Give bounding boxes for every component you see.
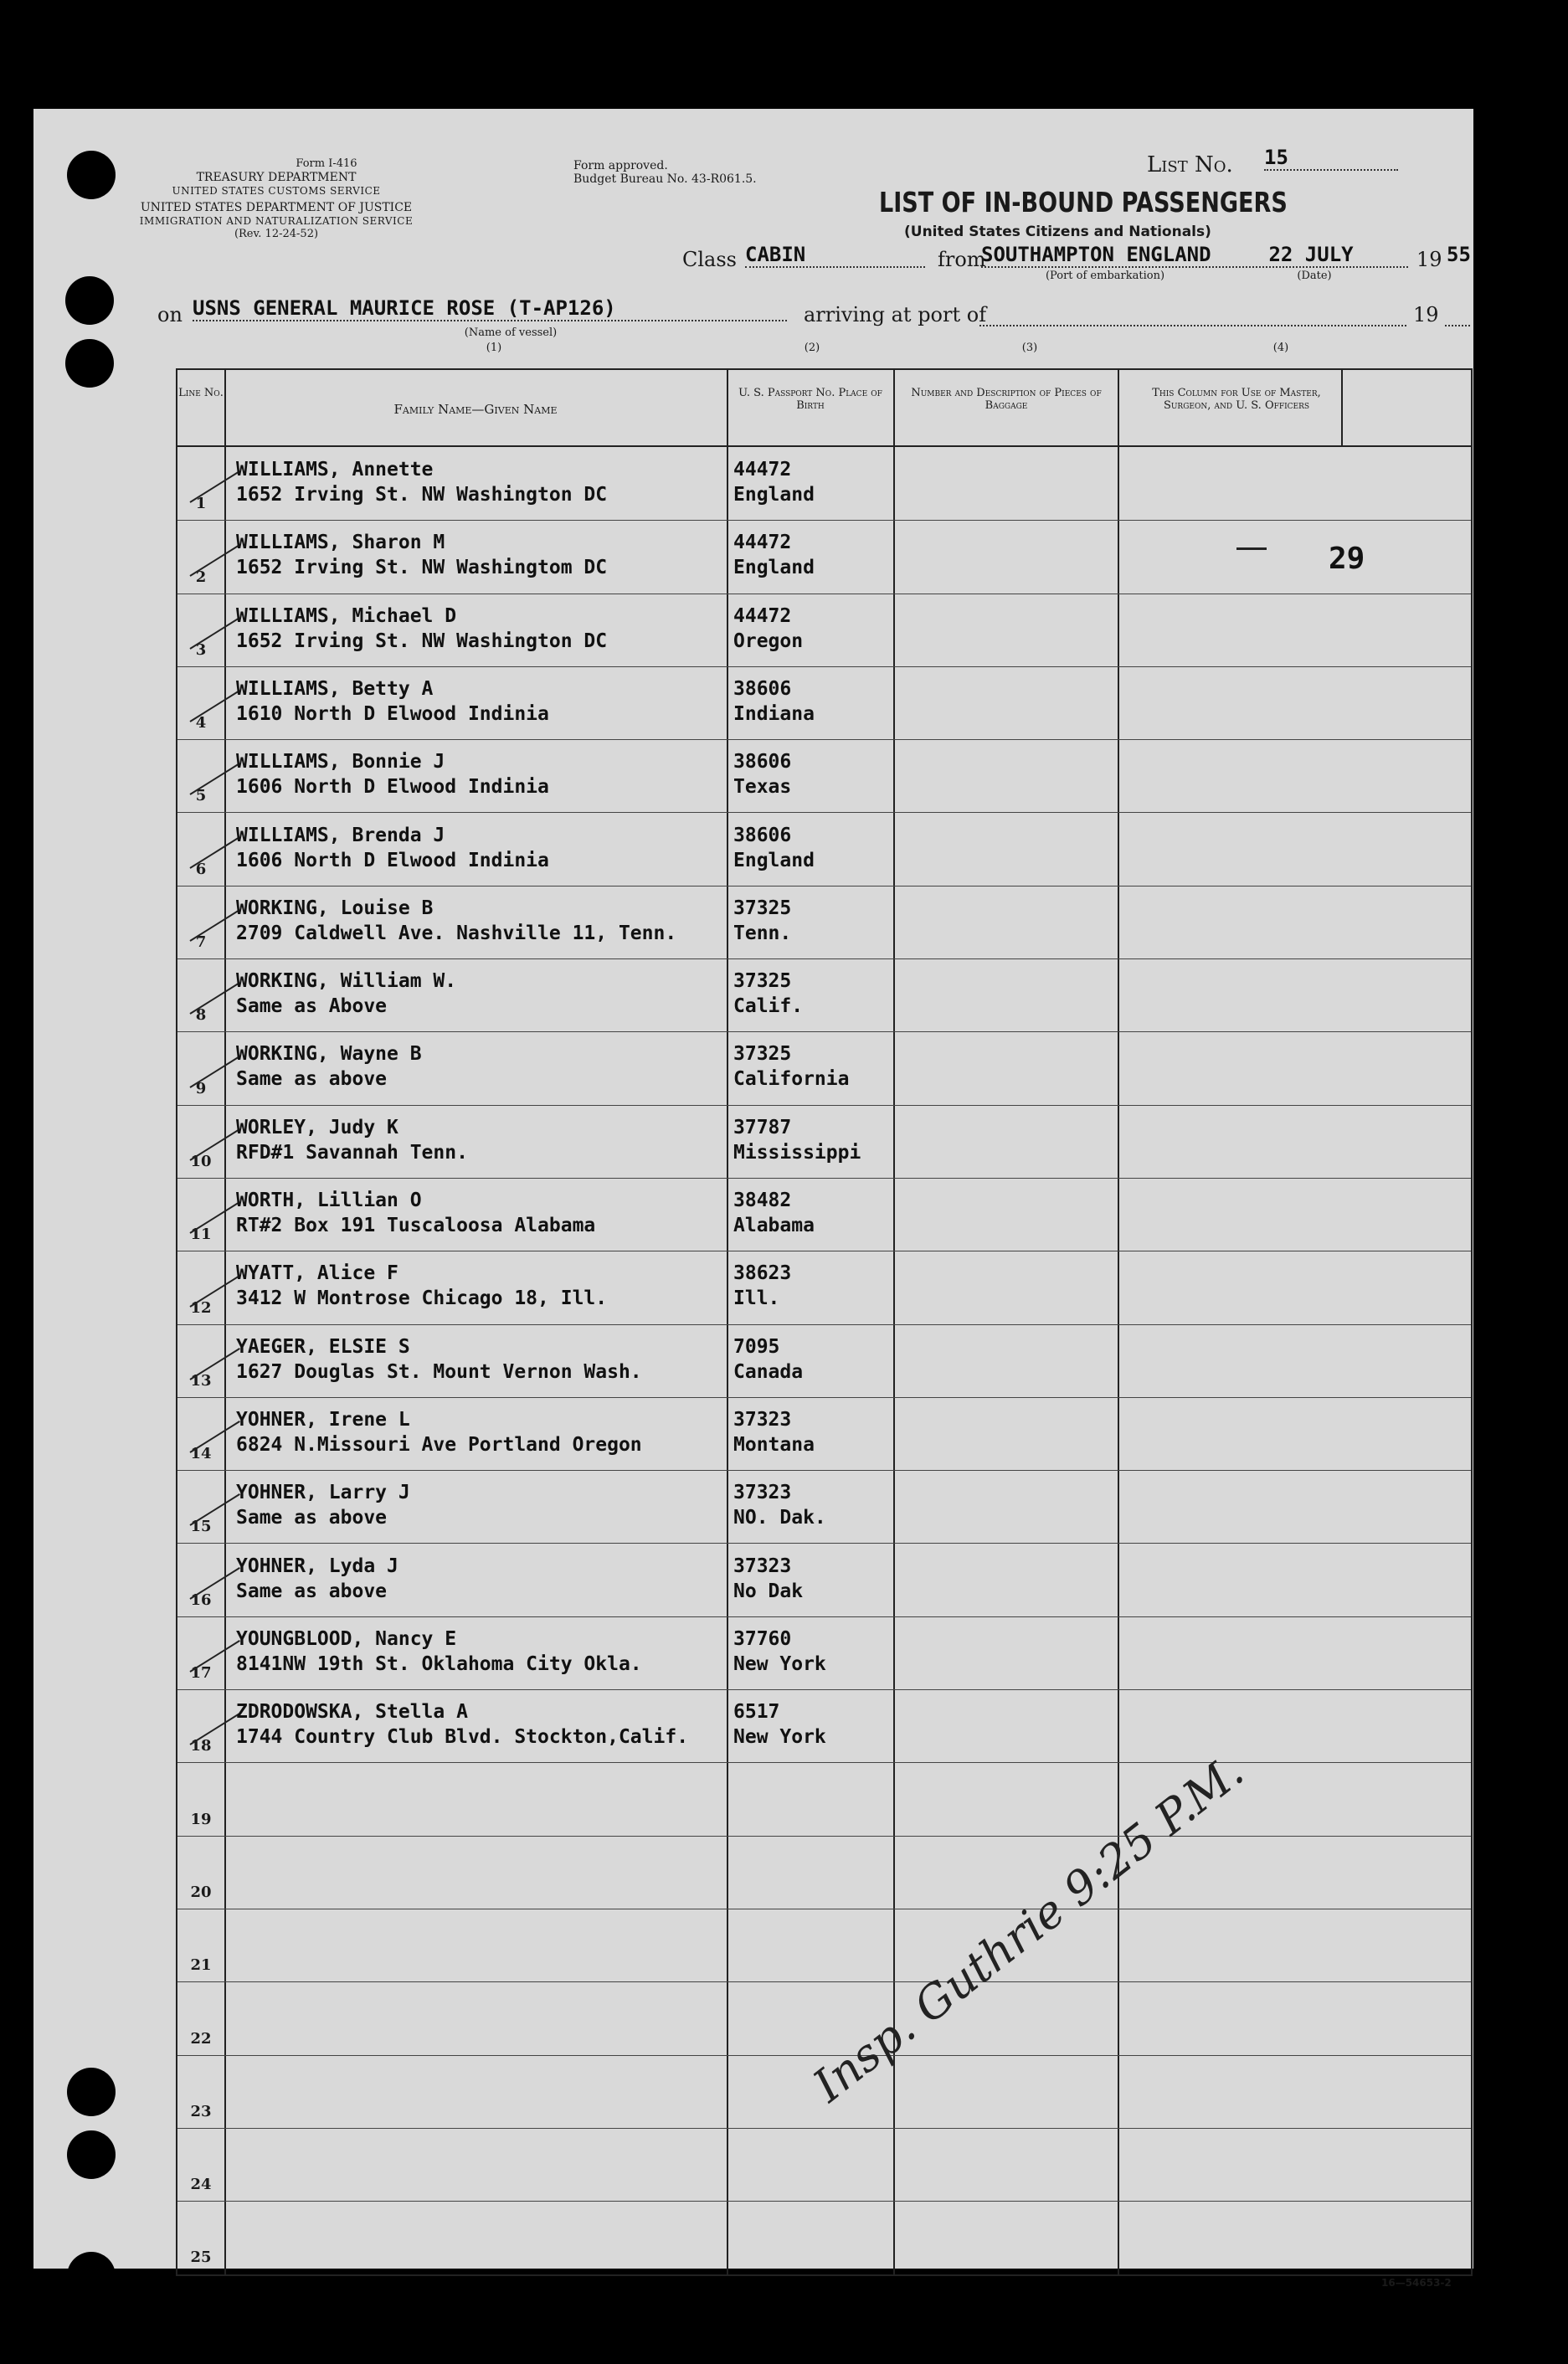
passenger-address: 3412 W Montrose Chicago 18, Ill. bbox=[236, 1287, 608, 1310]
table-row bbox=[177, 447, 1471, 520]
col-head-passport: U. S. Passport No. Place of Birth bbox=[738, 387, 882, 412]
row-line-number: 15 bbox=[190, 1518, 212, 1536]
passport-number: 37325 bbox=[733, 970, 792, 993]
col-index-4: (4) bbox=[1272, 342, 1289, 354]
passenger-name: YOUNGBLOOD, Nancy E bbox=[236, 1627, 457, 1650]
passenger-name: WILLIAMS, Michael D bbox=[236, 604, 457, 627]
row-line-number: 16 bbox=[190, 1591, 212, 1609]
passenger-name: YOHNER, Irene L bbox=[236, 1408, 410, 1431]
passenger-name: WILLIAMS, Sharon M bbox=[236, 532, 445, 554]
place-of-birth: England bbox=[733, 557, 815, 579]
table-row bbox=[177, 1105, 1471, 1178]
col-index-3: (3) bbox=[1021, 342, 1038, 354]
arrival-port-field bbox=[979, 303, 1406, 326]
binder-hole bbox=[67, 2252, 116, 2300]
row-line-number: 12 bbox=[190, 1298, 212, 1317]
customs-service: UNITED STATES CUSTOMS SERVICE bbox=[172, 185, 381, 197]
place-of-birth: Ill. bbox=[733, 1287, 780, 1310]
passenger-table bbox=[176, 368, 1473, 2276]
approved-text: Form approved. bbox=[573, 159, 668, 172]
table-row bbox=[177, 666, 1471, 739]
passport-number: 37323 bbox=[733, 1555, 792, 1577]
passenger-address: RT#2 Box 191 Tuscaloosa Alabama bbox=[236, 1215, 596, 1236]
col-head-baggage: Number and Description of Pieces of Baggage bbox=[911, 387, 1102, 412]
passport-number: 37323 bbox=[733, 1408, 792, 1431]
passport-number: 44472 bbox=[733, 604, 792, 627]
col-head-name: Family Name—Given Name bbox=[393, 402, 558, 417]
passenger-name: WORKING, Louise B bbox=[236, 897, 434, 919]
from-label: from bbox=[938, 248, 986, 271]
passport-number: 37325 bbox=[733, 897, 792, 919]
year-prefix: 19 bbox=[1416, 248, 1442, 271]
row-line-number: 2 bbox=[195, 568, 207, 586]
table-row bbox=[177, 2201, 1471, 2274]
place-of-birth: Alabama bbox=[733, 1215, 815, 1236]
table-row bbox=[177, 813, 1471, 886]
form-header-left bbox=[126, 157, 427, 241]
passport-number: 6517 bbox=[733, 1701, 780, 1724]
row-line-number: 8 bbox=[195, 1006, 207, 1025]
passport-number: 44472 bbox=[733, 532, 792, 554]
place-of-birth: Calif. bbox=[733, 995, 804, 1018]
place-of-birth: England bbox=[733, 484, 815, 506]
passport-number: 37325 bbox=[733, 1043, 792, 1066]
row-line-number: 6 bbox=[195, 860, 207, 878]
inspector-signature: Insp. Guthrie 9:25 P.M. bbox=[803, 1744, 1254, 2113]
table-row bbox=[177, 1981, 1471, 2054]
place-of-birth: England bbox=[733, 849, 815, 871]
date-caption: (Date) bbox=[1297, 270, 1332, 282]
passport-number: 38606 bbox=[733, 824, 792, 846]
place-of-birth: Indiana bbox=[733, 702, 815, 725]
place-of-birth: Oregon bbox=[733, 630, 804, 652]
passenger-address: Same as above bbox=[236, 1580, 388, 1602]
passenger-name: WILLIAMS, Bonnie J bbox=[236, 751, 445, 773]
passenger-address: 1652 Irving St. NW Washingtom DC bbox=[236, 557, 608, 579]
col-index-1: (1) bbox=[486, 342, 502, 354]
class-label: Class bbox=[682, 248, 737, 271]
passenger-name: WILLIAMS, Betty A bbox=[236, 677, 434, 700]
form-number: Form I-416 bbox=[296, 157, 357, 170]
table-row bbox=[177, 958, 1471, 1031]
row-line-number: 19 bbox=[190, 1810, 212, 1828]
place-of-birth: No Dak bbox=[733, 1580, 804, 1602]
list-number-value: 15 bbox=[1264, 146, 1398, 171]
row-line-number: 10 bbox=[190, 1152, 212, 1170]
passenger-name: YAEGER, ELSIE S bbox=[236, 1335, 410, 1358]
passenger-address: 1606 North D Elwood Indinia bbox=[236, 849, 549, 871]
passenger-address: 1610 North D Elwood Indinia bbox=[236, 702, 549, 725]
passenger-name: ZDRODOWSKA, Stella A bbox=[236, 1701, 468, 1724]
budget-text: Budget Bureau No. 43-R061.5. bbox=[573, 172, 757, 186]
date-value: 22 JULY bbox=[1268, 243, 1354, 266]
table-row bbox=[177, 1397, 1471, 1470]
row-line-number: 25 bbox=[190, 2248, 212, 2267]
row-line-number: 14 bbox=[190, 1445, 212, 1463]
row-line-number: 23 bbox=[190, 2102, 212, 2120]
passport-number: 7095 bbox=[733, 1335, 780, 1358]
arrival-year-field bbox=[1445, 303, 1470, 326]
table-row bbox=[177, 1324, 1471, 1397]
place-of-birth: California bbox=[733, 1068, 850, 1091]
passenger-address: 6824 N.Missouri Ave Portland Oregon bbox=[236, 1433, 642, 1456]
row-line-number: 13 bbox=[190, 1371, 212, 1390]
row-line-number: 7 bbox=[195, 933, 207, 952]
passenger-name: WORKING, Wayne B bbox=[236, 1043, 422, 1066]
treasury-dept: TREASURY DEPARTMENT bbox=[196, 171, 357, 184]
passenger-address: 1652 Irving St. NW Washington DC bbox=[236, 630, 608, 652]
binder-hole bbox=[67, 2068, 116, 2116]
passenger-address: RFD#1 Savannah Tenn. bbox=[236, 1141, 468, 1164]
table-row bbox=[177, 1689, 1471, 1762]
binder-hole bbox=[65, 339, 114, 388]
passport-number: 44472 bbox=[733, 459, 792, 481]
passport-number: 38623 bbox=[733, 1262, 792, 1285]
table-row bbox=[177, 594, 1471, 666]
place-of-birth: Montana bbox=[733, 1433, 815, 1456]
table-row bbox=[177, 1470, 1471, 1543]
passport-number: 37323 bbox=[733, 1482, 792, 1504]
passenger-address: Same as above bbox=[236, 1068, 388, 1091]
table-row bbox=[177, 886, 1471, 958]
place-of-birth: Canada bbox=[733, 1360, 804, 1383]
table-row bbox=[177, 1251, 1471, 1323]
revision: (Rev. 12-24-52) bbox=[234, 228, 319, 240]
vessel-name: USNS GENERAL MAURICE ROSE (T-AP126) bbox=[193, 296, 787, 321]
passenger-address: 1744 Country Club Blvd. Stockton,Calif. bbox=[236, 1726, 689, 1749]
row-line-number: 21 bbox=[190, 1956, 212, 1975]
passenger-address: 1627 Douglas St. Mount Vernon Wash. bbox=[236, 1360, 642, 1383]
vessel-caption: (Name of vessel) bbox=[464, 326, 558, 339]
year-value: 55 bbox=[1447, 243, 1471, 266]
passenger-address: 8141NW 19th St. Oklahoma City Okla. bbox=[236, 1652, 642, 1675]
binder-hole bbox=[67, 151, 116, 199]
passport-number: 38482 bbox=[733, 1190, 792, 1211]
class-value: CABIN bbox=[745, 243, 925, 268]
passenger-address: 2709 Caldwell Ave. Nashville 11, Tenn. bbox=[236, 922, 677, 944]
passenger-address: 1606 North D Elwood Indinia bbox=[236, 776, 549, 799]
row-line-number: 3 bbox=[195, 640, 207, 659]
binder-hole bbox=[67, 2130, 116, 2179]
col-head-line: Line No. bbox=[178, 387, 224, 399]
place-of-birth: Mississippi bbox=[733, 1141, 861, 1164]
port-embarkation-value bbox=[981, 243, 1408, 268]
table-row bbox=[177, 739, 1471, 812]
row-line-number: 17 bbox=[190, 1664, 212, 1683]
passenger-name: YOHNER, Lyda J bbox=[236, 1555, 398, 1577]
row-line-number: 18 bbox=[190, 1737, 212, 1755]
year-prefix-2: 19 bbox=[1413, 303, 1439, 326]
passenger-address: 1652 Irving St. NW Washington DC bbox=[236, 484, 608, 506]
row-line-number: 5 bbox=[195, 787, 207, 805]
passenger-name: WORLEY, Judy K bbox=[236, 1116, 398, 1138]
table-row bbox=[177, 1616, 1471, 1689]
place-of-birth: New York bbox=[733, 1652, 826, 1675]
row-line-number: 4 bbox=[195, 714, 207, 732]
document-page bbox=[33, 109, 1473, 2289]
passport-number: 38606 bbox=[733, 751, 792, 773]
place-of-birth: Texas bbox=[733, 776, 792, 799]
passport-number: 37787 bbox=[733, 1116, 792, 1138]
row-line-number: 11 bbox=[190, 1226, 212, 1244]
row-line-number: 22 bbox=[190, 2029, 212, 2048]
document-subtitle: (United States Citizens and Nationals) bbox=[904, 224, 1211, 240]
table-row bbox=[177, 1836, 1471, 1909]
passenger-name: WILLIAMS, Brenda J bbox=[236, 824, 445, 846]
place-of-birth: NO. Dak. bbox=[733, 1507, 826, 1529]
col-index-2: (2) bbox=[804, 342, 820, 354]
passport-number: 38606 bbox=[733, 677, 792, 700]
passenger-name: WYATT, Alice F bbox=[236, 1262, 398, 1285]
passenger-name: YOHNER, Larry J bbox=[236, 1482, 410, 1504]
justice-dept: UNITED STATES DEPARTMENT OF JUSTICE bbox=[140, 201, 413, 214]
table-row bbox=[177, 1544, 1471, 1616]
port-embarkation-caption: (Port of embarkation) bbox=[1045, 270, 1165, 282]
col-head-officers: This Column for Use of Master, Surgeon, and U. S. Officers bbox=[1152, 387, 1321, 412]
passenger-address: Same as above bbox=[236, 1507, 388, 1529]
row-line-number: 9 bbox=[195, 1079, 207, 1097]
passenger-name: WORKING, William W. bbox=[236, 970, 457, 993]
form-approval bbox=[573, 159, 757, 186]
table-row bbox=[177, 1909, 1471, 1981]
passenger-address: Same as Above bbox=[236, 995, 388, 1018]
table-row bbox=[177, 1762, 1471, 1835]
list-number-label: List No. bbox=[1147, 152, 1233, 177]
passenger-name: WORTH, Lillian O bbox=[236, 1190, 422, 1211]
table-row bbox=[177, 1178, 1471, 1251]
passport-number: 37760 bbox=[733, 1627, 792, 1650]
from-port: SOUTHAMPTON ENGLAND bbox=[981, 243, 1211, 266]
document-title: LIST OF IN-BOUND PASSENGERS bbox=[879, 186, 1288, 218]
place-of-birth: Tenn. bbox=[733, 922, 792, 944]
row-line-number: 20 bbox=[190, 1883, 212, 1901]
row-line-number: 24 bbox=[190, 2176, 212, 2194]
on-label: on bbox=[157, 303, 183, 326]
table-row bbox=[177, 1031, 1471, 1104]
row-line-number: 1 bbox=[195, 495, 207, 513]
officer-note: 29 bbox=[1329, 542, 1365, 576]
officer-dash bbox=[1236, 547, 1267, 550]
arriving-label: arriving at port of bbox=[804, 303, 987, 326]
table-row bbox=[177, 2128, 1471, 2201]
binder-hole bbox=[65, 276, 114, 325]
place-of-birth: New York bbox=[733, 1726, 826, 1749]
col-divider bbox=[1341, 370, 1343, 445]
footer-code: 16—54653-2 bbox=[1381, 2277, 1452, 2289]
table-row bbox=[177, 520, 1471, 593]
immigration-service: IMMIGRATION AND NATURALIZATION SERVICE bbox=[139, 215, 414, 227]
passenger-name: WILLIAMS, Annette bbox=[236, 459, 434, 481]
